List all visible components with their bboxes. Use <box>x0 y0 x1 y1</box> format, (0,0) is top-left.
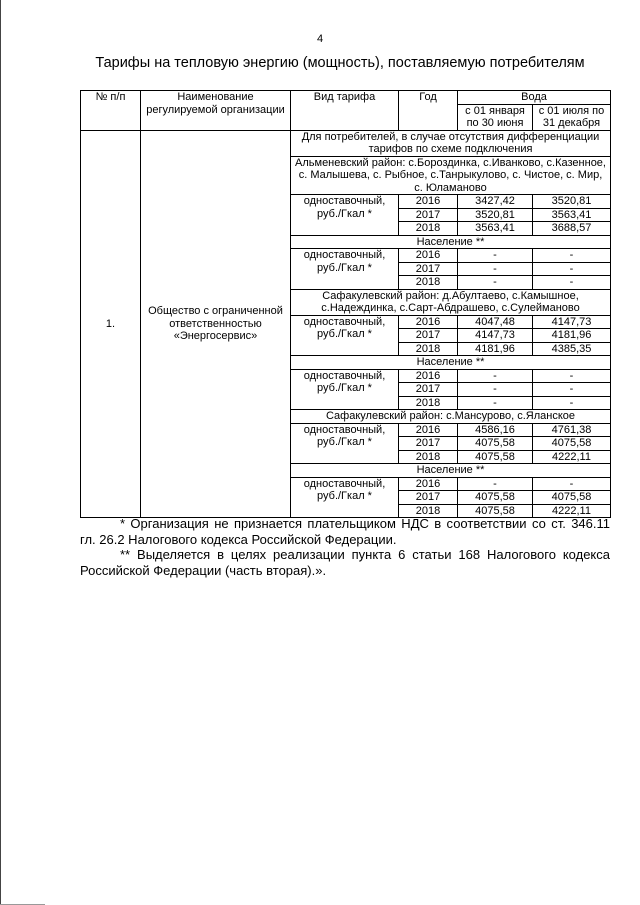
row-number: 1. <box>81 130 141 518</box>
period1-value: 4147,73 <box>458 329 533 343</box>
header-water: Вода <box>458 91 611 105</box>
footnotes <box>80 516 610 578</box>
tariffs-table <box>80 90 611 518</box>
page-title: Тарифы на тепловую энергию (мощность), поставляемую потребителям <box>95 55 585 71</box>
period1-value: - <box>458 262 533 276</box>
year-cell: 2018 <box>399 450 458 464</box>
year-cell: 2017 <box>399 262 458 276</box>
period2-value: 4075,58 <box>533 491 611 505</box>
period1-value: 4075,58 <box>458 437 533 451</box>
year-cell: 2016 <box>399 315 458 329</box>
year-cell: 2018 <box>399 276 458 290</box>
subheader: Для потребителей, в случае отсутствия дифференциации тарифов по схеме подключения <box>291 130 611 156</box>
period2-value: - <box>533 249 611 263</box>
header-org: Наименование регулируемой организации <box>141 91 291 131</box>
period1-value: 3563,41 <box>458 222 533 236</box>
header-year: Год <box>399 91 458 131</box>
period1-value: - <box>458 276 533 290</box>
period1-value: 4181,96 <box>458 342 533 356</box>
period1-value: - <box>458 249 533 263</box>
population-label: Население ** <box>291 235 611 249</box>
year-cell: 2016 <box>399 423 458 437</box>
tariff-type-label: одноставочный, руб./Гкал * <box>291 369 399 410</box>
organization-name: Общество с ограниченной ответственностью «Энергосервис» <box>141 130 291 518</box>
year-cell: 2017 <box>399 491 458 505</box>
period2-value: - <box>533 262 611 276</box>
header-tariff-type: Вид тарифа <box>291 91 399 131</box>
footnote-vat: * Организация не признается плательщиком НДС в соответствии со ст. 346.11 гл. 26.2 Налогового кодекса Российской Федерации. <box>80 516 610 547</box>
population-label: Население ** <box>291 356 611 370</box>
period2-value: - <box>533 396 611 410</box>
tariff-type-label: одноставочный, руб./Гкал * <box>291 315 399 356</box>
period2-value: 4075,58 <box>533 437 611 451</box>
period1-value: 4075,58 <box>458 491 533 505</box>
scan-edge-left <box>0 0 1 905</box>
period1-value: 4075,58 <box>458 504 533 518</box>
period1-value: - <box>458 383 533 397</box>
district-label: Сафакулевский район: д.Абултаево, с.Камышное, с.Надеждинка, с.Сарт-Абдрашево, с.Сулейманово <box>291 289 611 315</box>
period2-value: - <box>533 276 611 290</box>
subheader-row <box>81 130 611 156</box>
district-label: Сафакулевский район: с.Мансурово, с.Яланское <box>291 410 611 424</box>
year-cell: 2016 <box>399 195 458 209</box>
period2-value: 3688,57 <box>533 222 611 236</box>
year-cell: 2017 <box>399 437 458 451</box>
tariff-type-label: одноставочный, руб./Гкал * <box>291 249 399 290</box>
year-cell: 2016 <box>399 369 458 383</box>
period2-value: - <box>533 369 611 383</box>
period2-value: - <box>533 477 611 491</box>
period2-value: 4222,11 <box>533 504 611 518</box>
year-cell: 2018 <box>399 342 458 356</box>
period2-value: 4385,35 <box>533 342 611 356</box>
period1-value: 3520,81 <box>458 208 533 222</box>
period1-value: 4047,48 <box>458 315 533 329</box>
period1-value: 4586,16 <box>458 423 533 437</box>
period1-value: - <box>458 477 533 491</box>
period2-value: 3520,81 <box>533 195 611 209</box>
period2-value: - <box>533 383 611 397</box>
year-cell: 2017 <box>399 329 458 343</box>
header-period2: с 01 июля по 31 декабря <box>533 104 611 130</box>
period2-value: 3563,41 <box>533 208 611 222</box>
period2-value: 4222,11 <box>533 450 611 464</box>
period1-value: 3427,42 <box>458 195 533 209</box>
year-cell: 2016 <box>399 249 458 263</box>
header-period1: с 01 января по 30 июня <box>458 104 533 130</box>
period1-value: - <box>458 396 533 410</box>
year-cell: 2017 <box>399 208 458 222</box>
tariff-type-label: одноставочный, руб./Гкал * <box>291 423 399 464</box>
period1-value: - <box>458 369 533 383</box>
header-row <box>81 91 611 105</box>
year-cell: 2017 <box>399 383 458 397</box>
period2-value: 4147,73 <box>533 315 611 329</box>
year-cell: 2018 <box>399 222 458 236</box>
period2-value: 4761,38 <box>533 423 611 437</box>
tariff-type-label: одноставочный, руб./Гкал * <box>291 477 399 518</box>
period2-value: 4181,96 <box>533 329 611 343</box>
tariff-type-label: одноставочный, руб./Гкал * <box>291 195 399 236</box>
year-cell: 2016 <box>399 477 458 491</box>
footnote-population: ** Выделяется в целях реализации пункта 6 статьи 168 Налогового кодекса Российской Федерации (часть вторая).». <box>80 547 610 578</box>
district-label: Альменевский район: с.Бороздинка, с.Иванково, с.Казенное, с. Малышева, с. Рыбное, с.Танрыкулово, с. Чистое, с. Мир, с. Юламаново <box>291 156 611 195</box>
page-number: 4 <box>316 33 324 45</box>
year-cell: 2018 <box>399 396 458 410</box>
header-num: № п/п <box>81 91 141 131</box>
population-label: Население ** <box>291 464 611 478</box>
year-cell: 2018 <box>399 504 458 518</box>
period1-value: 4075,58 <box>458 450 533 464</box>
